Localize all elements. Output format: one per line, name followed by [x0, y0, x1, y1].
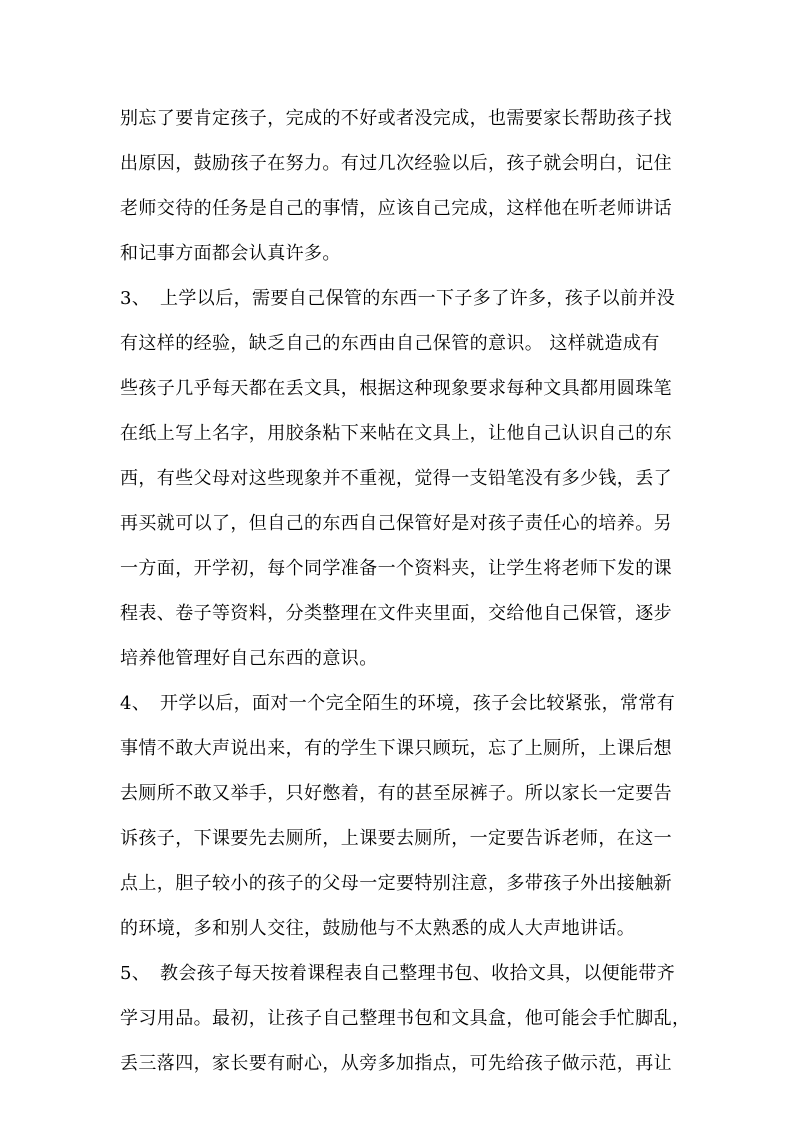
list-item-3-first-line: [120, 287, 680, 311]
list-item-text: 教会孩子每天按着课程表自己整理书包、收拾文具，以便能带齐: [160, 963, 676, 984]
text-line: 学习用品。最初，让孩子自己整理书包和文具盒，他可能会手忙脚乱，: [120, 1008, 691, 1029]
text-line: 去厕所不敢又举手，只好憋着，有的甚至尿裤子。所以家长一定要告: [120, 783, 672, 804]
text-line: 老师交待的任务是自己的事情，应该自己完成，这样他在听老师讲话: [120, 198, 672, 219]
text-line: 出原因，鼓励孩子在努力。有过几次经验以后，孩子就会明白，记住: [120, 153, 672, 174]
text-line: 在纸上写上名字，用胶条粘下来帖在文具上，让他自己认识自己的东: [120, 423, 672, 444]
list-item-4-first-line: [120, 692, 680, 716]
text-line: 程表、卷子等资料，分类整理在文件夹里面，交给他自己保管，逐步: [120, 603, 672, 624]
text-line: 诉孩子，下课要先去厕所，上课要去厕所，一定要告诉老师，在这一: [120, 828, 672, 849]
list-item-5-first-line: [120, 962, 680, 986]
text-line: 和记事方面都会认真许多。: [120, 243, 341, 264]
text-line: 丢三落四，家长要有耐心，从旁多加指点，可先给孩子做示范，再让: [120, 1053, 672, 1074]
text-line: 事情不敢大声说出来，有的学生下课只顾玩，忘了上厕所，上课后想: [120, 738, 672, 759]
list-item-number: 3、: [120, 288, 151, 309]
list-item-text: 上学以后，需要自己保管的东西一下子多了许多，孩子以前并没: [160, 288, 676, 309]
text-line: 别忘了要肯定孩子，完成的不好或者没完成，也需要家长帮助孩子找: [120, 108, 672, 129]
list-item-text: 开学以后，面对一个完全陌生的环境，孩子会比较紧张，常常有: [160, 693, 676, 714]
text-line: 一方面，开学初，每个同学准备一个资料夹，让学生将老师下发的课: [120, 558, 672, 579]
list-item-number: 4、: [120, 693, 151, 714]
text-line: 些孩子几乎每天都在丢文具，根据这种现象要求每种文具都用圆珠笔: [120, 378, 672, 399]
text-line: 西，有些父母对这些现象并不重视，觉得一支铅笔没有多少钱，丢了: [120, 468, 672, 489]
text-line: 再买就可以了，但自己的东西自己保管好是对孩子责任心的培养。另: [120, 513, 672, 534]
text-line: 的环境，多和别人交往，鼓励他与不太熟悉的成人大声地讲话。: [120, 918, 636, 939]
text-line: 培养他管理好自己东西的意识。: [120, 648, 378, 669]
text-line: 点上，胆子较小的孩子的父母一定要特别注意，多带孩子外出接触新: [120, 873, 672, 894]
list-item-number: 5、: [120, 963, 151, 984]
text-line: 有这样的经验，缺乏自己的东西由自己保管的意识。 这样就造成有: [120, 333, 660, 354]
